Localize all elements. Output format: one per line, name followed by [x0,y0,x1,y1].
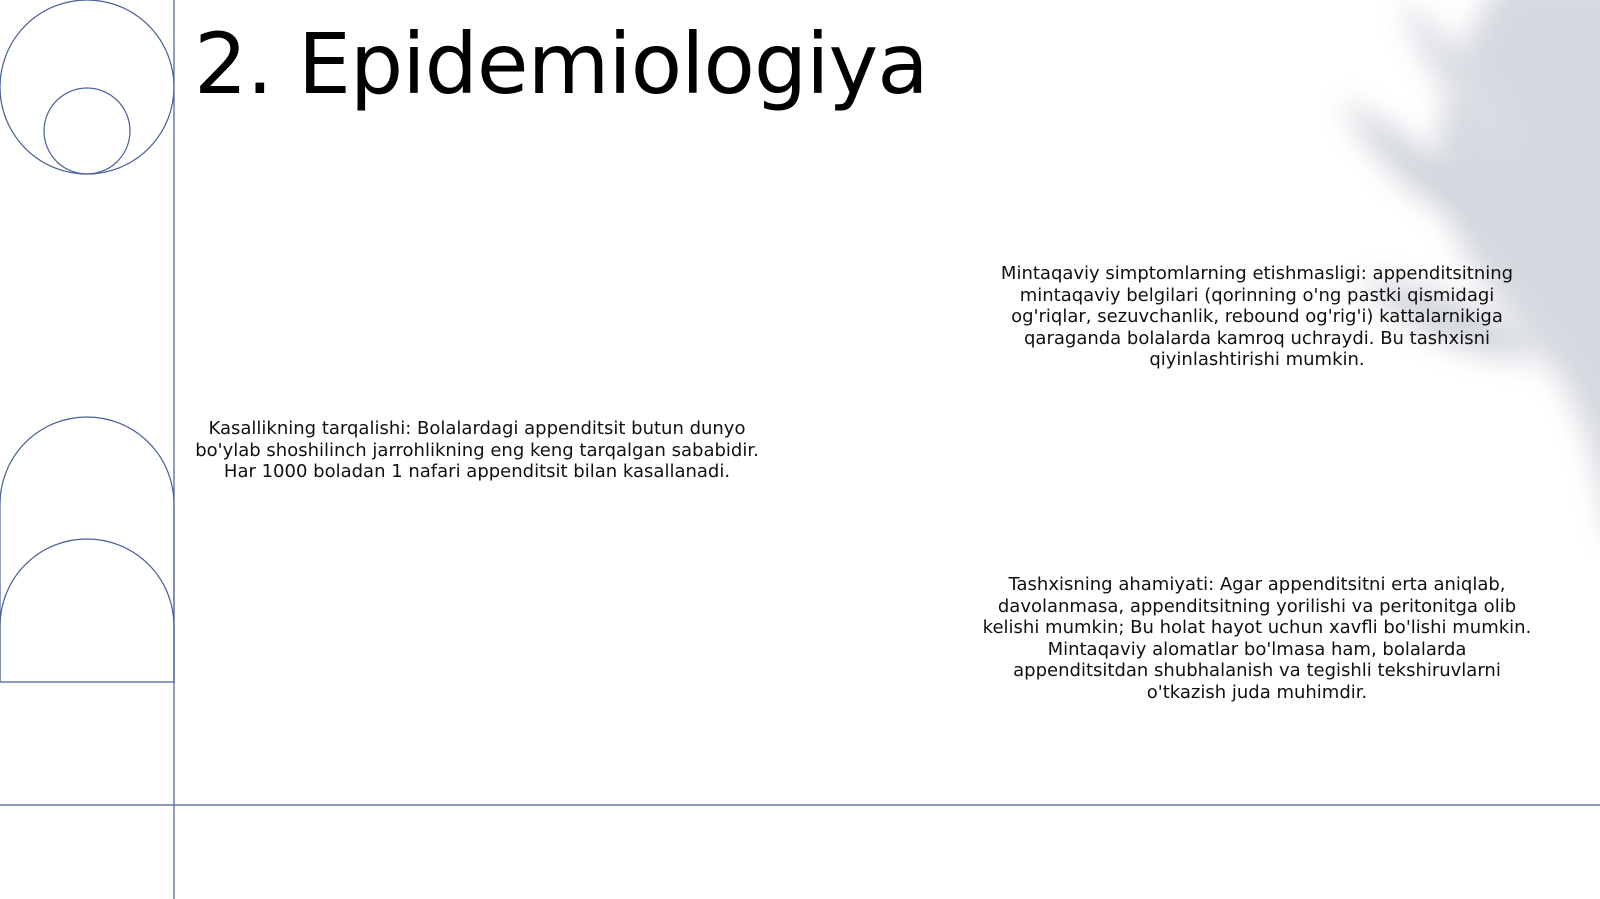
small-circle [44,88,130,174]
text-block-regional-symptoms: Mintaqaviy simptomlarning etishmasligi: appenditsitning mintaqaviy belgilari (qorinning o'ng pastki qismidagi og'riqlar, sezuvchanlik, rebound og'rig'i) kattalarnikiga qaraganda bolalarda kamroq uchraydi. Bu tashxisni qiyinlashtirishi mumkin. [1000,263,1514,370]
text-block-diagnosis-importance: Tashxisning ahamiyati: Agar appenditsitni erta aniqlab, davolanmasa, appenditsitning yorilishi va peritonitga olib kelishi mumkin; Bu holat hayot uchun xavfli bo'lishi mumkin. Mintaqaviy alomatlar bo'lmasa ham, bolalarda appenditsitdan shubhalanish va tegishli tekshiruvlarni o'tkazish juda muhimdir. [982,574,1532,703]
slide-title: 2. Epidemiologiya [194,15,928,113]
upper-arch [0,417,174,682]
lower-arch [0,539,174,682]
text-block-prevalence: Kasallikning tarqalishi: Bolalardagi appenditsit butun dunyo bo'ylab shoshilinch jarrohlikning eng keng tarqalgan sababidir. Har 1000 boladan 1 nafari appenditsit bilan kasallanadi. [195,418,759,482]
large-circle [0,0,174,174]
